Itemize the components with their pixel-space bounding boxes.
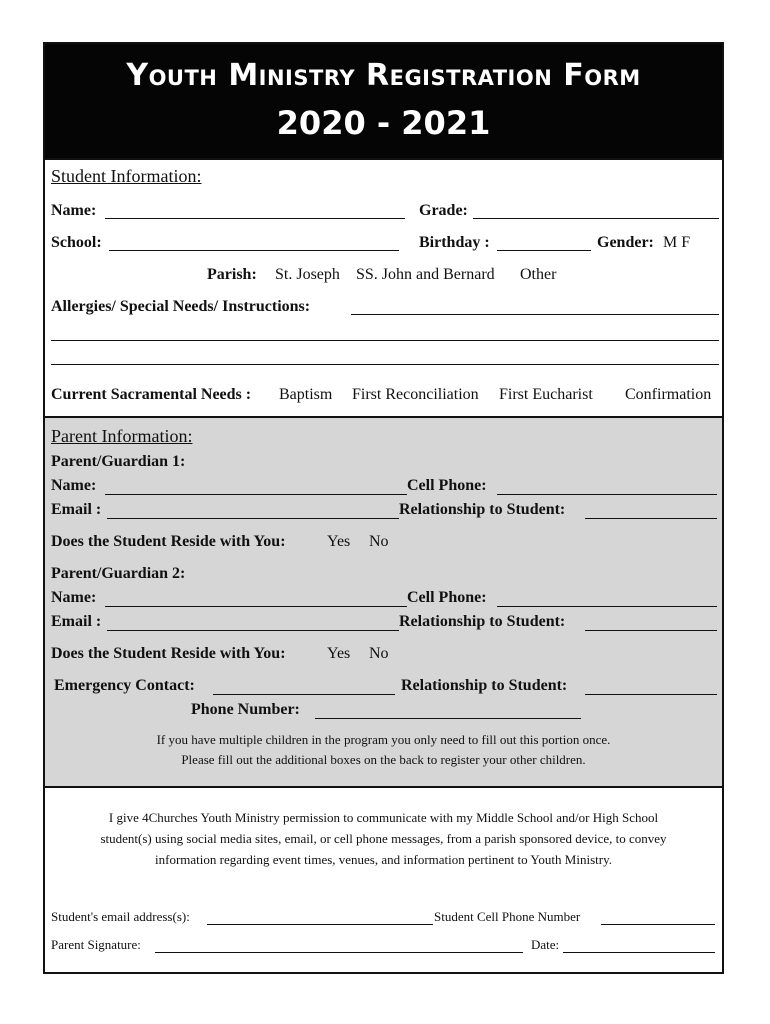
parent-signature-label: Parent Signature: [51,937,141,952]
parish-option[interactable]: St. Joseph [275,266,340,283]
gender-label: Gender: [597,234,654,251]
guardian2-cell-field[interactable] [497,606,717,607]
birthday-label: Birthday : [419,234,490,251]
guardian1-relationship-field[interactable] [585,518,717,519]
guardian2-reside-question: Does the Student Reside with You: [51,645,286,662]
student-email-field[interactable] [207,924,433,925]
grade-field[interactable] [473,218,719,219]
gender-options[interactable]: M F [663,234,691,251]
guardian1-email-label: Email : [51,501,102,518]
registration-form [43,42,724,974]
student-name-label: Name: [51,202,97,219]
guardian2-relationship-label: Relationship to Student: [399,613,566,630]
student-section [45,158,722,416]
parent-section [45,416,722,788]
emergency-label: Emergency Contact: [54,677,195,694]
sacrament-option[interactable]: Baptism [279,386,333,403]
guardian2-label: Parent/Guardian 2: [51,565,186,582]
guardian2-email-field[interactable] [107,630,399,631]
multiple-children-note: If you have multiple children in the program you only need to fill out this portion once. [156,732,611,747]
consent-text: information regarding event times, venues, and information pertinent to Youth Ministry. [155,852,612,867]
school-label: School: [51,234,102,251]
birthday-field[interactable] [497,250,591,251]
guardian2-reside-no[interactable]: No [369,645,389,662]
guardian1-cell-label: Cell Phone: [407,477,487,494]
allergies-field-line[interactable] [51,364,719,365]
student-cell-label: Student Cell Phone Number [434,909,581,924]
guardian2-name-field[interactable] [105,606,407,607]
student-email-label: Student's email address(s): [51,909,190,924]
guardian1-reside-no[interactable]: No [369,533,389,550]
guardian1-reside-yes[interactable]: Yes [327,533,351,550]
allergies-field-line[interactable] [51,340,719,341]
guardian2-email-label: Email : [51,613,102,630]
allergies-field[interactable] [351,314,719,315]
student-cell-field[interactable] [601,924,715,925]
emergency-phone-field[interactable] [315,718,581,719]
parent-heading: Parent Information: [51,426,193,446]
consent-text: I give 4Churches Youth Ministry permission to communicate with my Middle School and/or High School [108,810,659,825]
consent-text: student(s) using social media sites, email, or cell phone messages, from a parish sponsored device, to convey [100,831,667,846]
grade-label: Grade: [419,202,468,219]
parish-label: Parish: [207,266,257,283]
consent-section [45,788,722,972]
guardian2-cell-label: Cell Phone: [407,589,487,606]
emergency-relationship-field[interactable] [585,694,717,695]
student-name-field[interactable] [105,218,405,219]
form-header [45,44,722,158]
guardian2-reside-yes[interactable]: Yes [327,645,351,662]
form-title: Youth Ministry Registration Form [126,58,641,93]
parish-option[interactable]: Other [520,266,557,283]
sacrament-label: Current Sacramental Needs : [51,386,252,403]
student-heading: Student Information: [51,166,202,186]
parent-signature-field[interactable] [155,952,523,953]
guardian1-email-field[interactable] [107,518,399,519]
school-field[interactable] [109,250,399,251]
guardian1-name-field[interactable] [105,494,407,495]
emergency-relationship-label: Relationship to Student: [401,677,568,694]
additional-boxes-note: Please fill out the additional boxes on the back to register your other children. [181,752,586,767]
allergies-label: Allergies/ Special Needs/ Instructions: [51,298,311,315]
guardian1-name-label: Name: [51,477,97,494]
date-field[interactable] [563,952,715,953]
form-year: 2020 - 2021 [276,104,491,142]
sacrament-option[interactable]: First Reconciliation [352,386,479,403]
guardian1-relationship-label: Relationship to Student: [399,501,566,518]
guardian2-name-label: Name: [51,589,97,606]
parish-option[interactable]: SS. John and Bernard [356,266,495,283]
emergency-phone-label: Phone Number: [191,701,300,718]
guardian1-cell-field[interactable] [497,494,717,495]
date-label: Date: [531,937,560,952]
emergency-field[interactable] [213,694,395,695]
sacrament-option[interactable]: First Eucharist [499,386,593,403]
guardian1-label: Parent/Guardian 1: [51,453,186,470]
sacrament-option[interactable]: Confirmation [625,386,712,403]
guardian2-relationship-field[interactable] [585,630,717,631]
guardian1-reside-question: Does the Student Reside with You: [51,533,286,550]
